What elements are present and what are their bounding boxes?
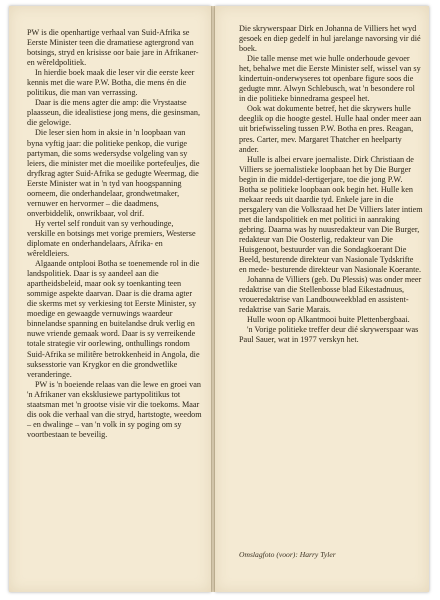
cover-photo-credit: Omslagfoto (voor): Harry Tyler (239, 550, 336, 559)
left-paragraph: Algaande ontplooi Botha se toenemende rol in die landspolitiek. Daar is sy aandeel aan die apartheidsbeleid, maar ook sy toenkanting teen sommige aspekte daarvan. Daar is die drama agter die skerms met sy verkiesing tot Eerste Minister, sy moedige en gewaagde vernuwings waardeur binnelandse spanning en buitelandse druk verlig en nuwe vriende gemaak word. Daar is sy verreikende totale strategie vir oorlewing, onthullings rondom Suid-Afrika se militêre betrokkenheid in Angola, die suksesstorie van Krygkor en die grondwetlike veranderinge. (27, 259, 200, 379)
right-paragraph: Ook wat dokumente betref, het die skrywers hulle deeglik op die hoogte gestel. Hulle haal onder meer aan uit briefwisseling tussen P.W. Botha en pres. Reagan, pres. Carter, mev. Margaret Thatcher en heelparty ander. (239, 104, 422, 154)
right-flap (215, 6, 429, 592)
right-paragraph: Die talle mense met wie hulle onderhoude gevoer het, behalwe met die Eerste Minister self, wissel van sy kindertuin-onderwyseres tot openbare figure soos die gedugte mnr. Alwyn Schlebusch, wat 'n besondere rol in die politieke binnedrama gespeel het. (239, 54, 421, 104)
left-paragraph: PW is 'n boeiende relaas van die lewe en groei van 'n Afrikaner van eksklusiewe partypolitikus tot staatsman met 'n grootse visie vir die toekoms. Maar dis ook die verhaal van die stryd, hartstogte, weedom – en dwalinge – van 'n volk in sy poging om sy voortbestaan te beveilig. (27, 379, 202, 439)
right-paragraph: Hulle is albei ervare joernaliste. Dirk Christiaan de Villiers se joernalistieke loopbaan het by Die Burger begin in die middel-dertigerjare, toe die jong P.W. Botha se politieke loopbaan ook begin het. Hulle ken mekaar reeds uit daardie tyd. Enkele jare in die persgalery van die Volksraad het De Villiers later intiem met die landspolitiek en met politici in aanraking gebring. Daarna was hy nuusredakteur van Die Burger, redakteur van Die Oosterlig, redakteur van Die Huisgenoot, bestuurder van die Sondagkoerant Die Beeld, besturende direkteur van Nasionale Tydskrifte en mede- besturende direkteur van Nasionale Koerante. (239, 154, 423, 275)
left-flap-text (27, 28, 203, 440)
left-paragraph: In hierdie boek maak die leser vir die eerste keer kennis met die ware P.W. Botha, die mens én die politikus, die man van verrassing. (27, 68, 195, 98)
left-paragraph: Daar is die mens agter die amp: die Vrystaatse plaasseun, die idealistiese jong mens, die gesinsman, die gelowige. (27, 98, 201, 128)
right-paragraph: Hulle woon op Alkantmooi buite Plettenbergbaai. (247, 315, 410, 325)
left-paragraph: PW is die openhartige verhaal van Suid-Afrika se Eerste Minister teen die dramatiese agtergrond van botsings, stryd en krisisse oor baie jare in Afrikaner- en wêreldpolitiek. (27, 28, 199, 68)
right-paragraph: Die skrywerspaar Dirk en Johanna de Villiers het wyd gesoek en diep gedelf in hul jarelange navorsing vir dié boek. (239, 24, 421, 54)
right-paragraph: Johanna de Villiers (geb. Du Plessis) was onder meer redaktrise van die Stellenbosse blad Eikestadnuus, vroueredaktrise van Landbouweekblad en assistent-redaktrise van Sarie Marais. (239, 275, 422, 315)
left-flap (9, 6, 211, 592)
right-paragraph: 'n Vorige politieke treffer deur dié skrywerspaar was Paul Sauer, wat in 1977 verskyn het. (239, 325, 419, 345)
left-paragraph: Hy vertel self ronduit van sy verhoudinge, verskille en botsings met vorige premiers, Westerse diplomate en onderhandelaars, Afrika- en wêreldleiers. (27, 218, 196, 259)
right-flap-text (239, 24, 423, 346)
left-paragraph: Die leser sien hom in aksie in 'n loopbaan van byna vyftig jaar: die politieke penkop, die vurige partyman, die soms wedersydse volgeling van sy leiers, die minister met die moeilike portefeuljes, die dryfkrag agter Suid-Afrika se gedugte Weermag, die Eerste Minister wat in 'n tyd van hoogspanning oorneem, die onderhandelaar, grondwetmaker, vernuwer en hervormer – die daadmens, onverbiddelik, onwrikbaar, vol drif. (27, 128, 200, 218)
